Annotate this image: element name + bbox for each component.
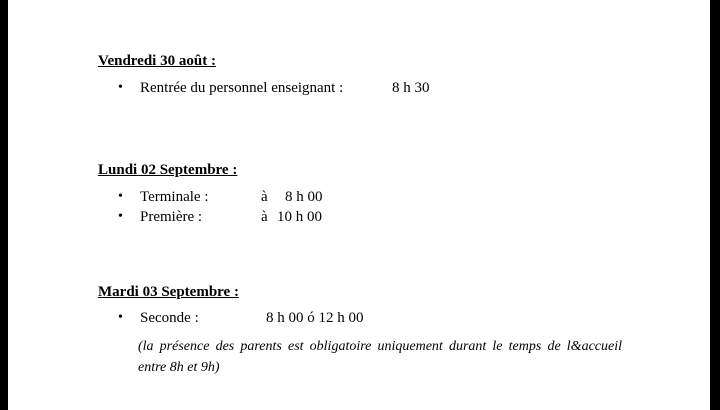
item-time: 8 h 30 (392, 80, 430, 96)
section-heading-lundi: Lundi 02 Septembre : (98, 162, 238, 178)
bullet-icon: • (118, 80, 123, 95)
list-item (118, 209, 418, 229)
section-heading-vendredi: Vendredi 30 août : (98, 53, 216, 69)
parents-note: (la présence des parents est obligatoire uniquement durant le temps de l&accueil entre 8h et 9h) (138, 339, 622, 375)
document-page (8, 0, 710, 410)
section-heading-mardi: Mardi 03 Septembre : (98, 284, 239, 300)
list-item (118, 80, 538, 100)
bullet-icon: • (118, 189, 123, 204)
item-prefix: à (261, 189, 268, 205)
item-label: Seconde : (140, 310, 199, 326)
list-item (118, 189, 418, 209)
item-time: 10 h 00 (277, 209, 322, 225)
item-time: 8 h 00 ó 12 h 00 (266, 310, 364, 326)
item-time: 8 h 00 (285, 189, 323, 205)
bullet-icon: • (118, 209, 123, 224)
bullet-icon: • (118, 310, 123, 325)
item-label: Première : (140, 209, 203, 225)
item-prefix: à (261, 209, 268, 225)
list-item (118, 310, 438, 330)
item-label: Terminale : (140, 189, 209, 205)
item-label: Rentrée du personnel enseignant : (140, 80, 344, 96)
